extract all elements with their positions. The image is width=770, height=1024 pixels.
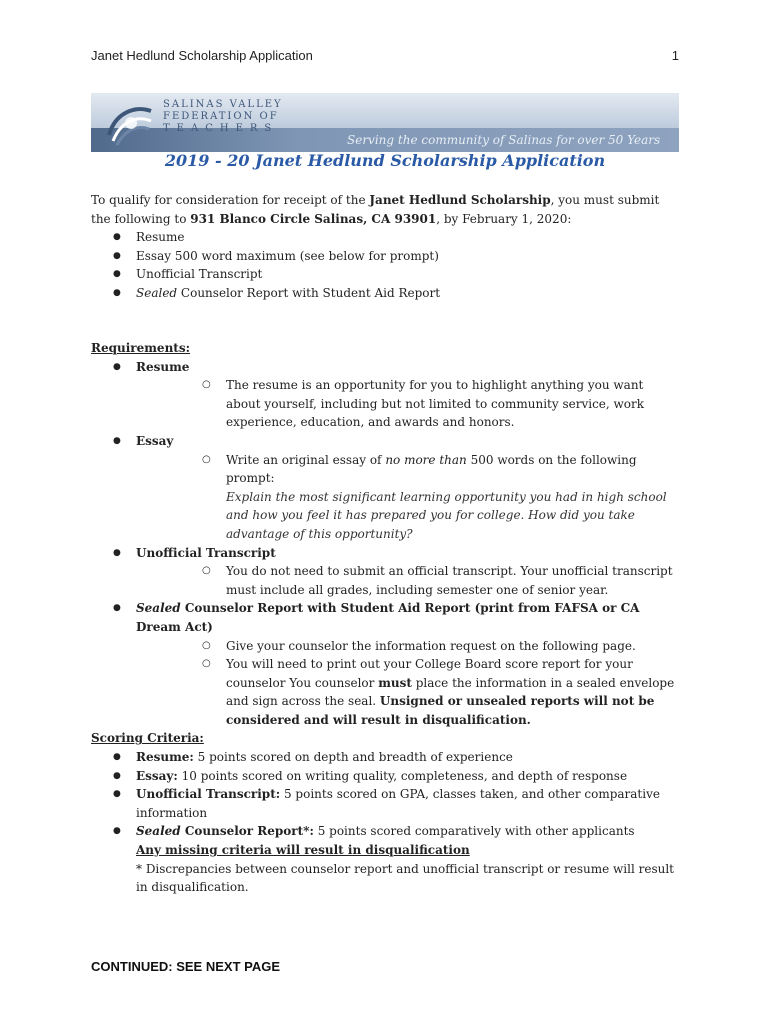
list-item: ● Unofficial Transcript (91, 265, 679, 284)
requirement-transcript (91, 544, 679, 600)
requirements-section (91, 339, 679, 897)
discrepancy-note: * Discrepancies between counselor report and unofficial transcript or resume will result in disqualification. (136, 861, 674, 895)
intro-paragraph (91, 191, 679, 228)
list-item: ● Resume (91, 228, 679, 247)
scoring-label: Unofficial Transcript: (136, 787, 281, 802)
org-line-3: TEACHERS (163, 123, 279, 134)
sub-item: ○ Give your counselor the information request on the following page. (136, 637, 679, 656)
continued-footer: CONTINUED: SEE NEXT PAGE (91, 959, 281, 974)
sub-item-text: place the information in a sealed envelope and sign across the seal. (226, 675, 675, 709)
sub-item-text: You will need to print out your College Board score report for your counselor You counselor (226, 657, 633, 690)
organization-banner (91, 93, 679, 152)
scoring-item (91, 785, 679, 822)
scoring-text: 5 points scored comparatively with other applicants (313, 824, 635, 839)
intro-text-1: To qualify for consideration for receipt of the (91, 193, 370, 207)
requirement-label: Unofficial Transcript (136, 545, 276, 560)
warning-text: Unsigned or unsealed reports will not be considered and will result in disqualification. (226, 694, 655, 727)
org-line-1: SALINAS VALLEY (163, 99, 283, 110)
page-number: 1 (671, 48, 679, 63)
sub-item: ○ The resume is an opportunity for you to highlight anything you want about yourself, including but not limited to community service, work experience, education, and awards and honors. (136, 376, 679, 432)
requirement-label: Resume (136, 359, 190, 374)
scoring-item (91, 822, 679, 896)
sub-item (136, 655, 679, 729)
scoring-heading: Scoring Criteria: (91, 731, 204, 746)
scoring-text: 5 points scored on GPA, classes taken, and other comparative information (136, 787, 660, 820)
sub-item-text: 500 words on the following prompt: (226, 452, 637, 486)
list-item-text: Counselor Report with Student Aid Report (177, 285, 441, 300)
scoring-item (91, 748, 679, 767)
intro-text-2: , you must submit the following to (91, 193, 660, 226)
requirements-heading: Requirements: (91, 341, 191, 355)
intro-section (91, 191, 679, 303)
sub-item-text: Write an original essay of (226, 452, 386, 467)
emphasis-text: no more than (385, 452, 467, 467)
requirements-list (91, 358, 679, 730)
scoring-text: 5 points scored on depth and breadth of experience (193, 750, 513, 765)
disqualification-warning: Any missing criteria will result in disqualification (136, 843, 470, 858)
sub-item (136, 451, 679, 544)
essay-prompt: Explain the most significant learning opportunity you had in high school and how you feel it has prepared you for college. How did you take advantage of this opportunity? (226, 489, 667, 541)
scholarship-name: Janet Hedlund Scholarship (369, 193, 551, 207)
sub-item: ○ You do not need to submit an official transcript. Your unofficial transcript must include all grades, including semester one of senior year. (136, 562, 679, 599)
scoring-label: Counselor Report*: (180, 824, 314, 839)
mailing-address: 931 Blanco Circle Salinas, CA 93901 (190, 211, 437, 226)
document-title: 2019 - 20 Janet Hedlund Scholarship Application (164, 151, 606, 170)
running-header-title: Janet Hedlund Scholarship Application (91, 48, 313, 63)
sealed-word: Sealed (136, 824, 181, 839)
sub-list (136, 451, 679, 544)
sub-list (136, 637, 679, 730)
intro-deadline: , by February 1, 2020: (436, 211, 572, 226)
scoring-item (91, 767, 679, 786)
requirement-label: Essay (136, 433, 174, 448)
requirement-essay (91, 432, 679, 544)
swirl-logo-icon (101, 95, 157, 149)
requirement-resume (91, 358, 679, 432)
requirement-label: Counselor Report with Student Aid Report (print from FAFSA or CA Dream Act) (136, 601, 640, 634)
scoring-list (91, 748, 679, 897)
scoring-label: Resume: (136, 750, 194, 765)
sealed-word: Sealed (136, 601, 181, 616)
banner-tagline: Serving the community of Salinas for over 50 Years (347, 133, 661, 147)
list-item (91, 284, 679, 303)
organization-name (163, 99, 283, 135)
emphasis-text: must (378, 675, 412, 690)
submission-list (91, 228, 679, 302)
org-line-2: FEDERATION OF (163, 111, 279, 122)
sub-list (136, 562, 679, 599)
scoring-text: 10 points scored on writing quality, completeness, and depth of response (177, 768, 628, 783)
sub-list (136, 376, 679, 432)
sealed-word: Sealed (136, 285, 178, 300)
requirement-counselor-report (91, 599, 679, 729)
list-item: ● Essay 500 word maximum (see below for prompt) (91, 247, 679, 266)
scoring-label: Essay: (136, 768, 178, 783)
